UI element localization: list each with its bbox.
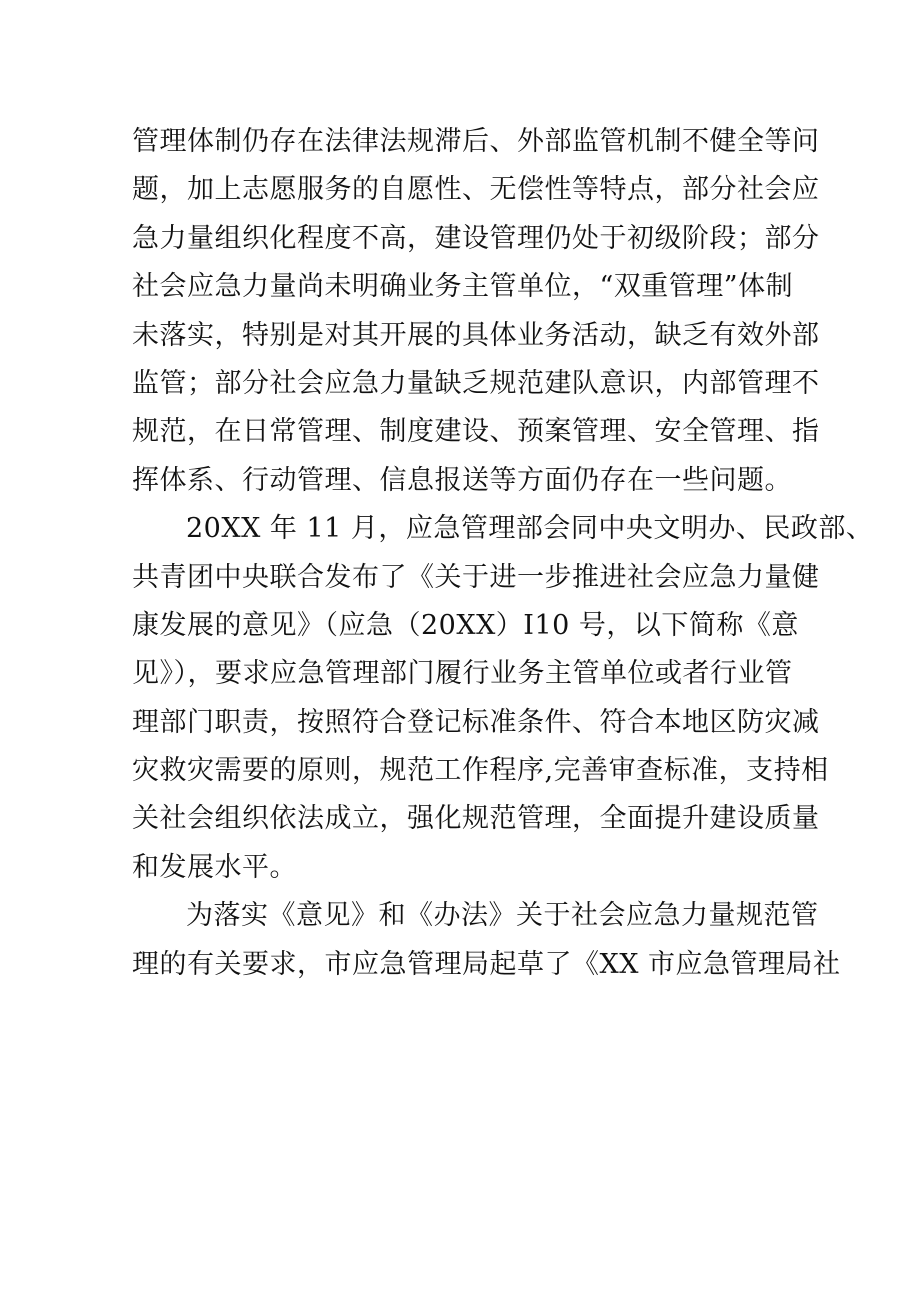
text-line: 和发展水平。 bbox=[132, 851, 297, 883]
text-line: 关社会组织依法成立，强化规范管理，全面提升建设质量 bbox=[132, 803, 820, 835]
text-line: 康发展的意见》（应急（20XX）I10 号，以下简称《意 bbox=[132, 609, 799, 641]
text-line: 理部门职责，按照符合登记标准条件、符合本地区防灾减 bbox=[132, 706, 820, 738]
text-line: 灾救灾需要的原则，规范工作程序,完善审查标准，支持相 bbox=[132, 755, 829, 787]
text-line: 管理体制仍存在法律法规滞后、外部监管机制不健全等问 bbox=[132, 126, 820, 157]
text-line: 急力量组织化程度不高，建设管理仍处于初级阶段；部分 bbox=[132, 222, 820, 254]
text-line: 共青团中央联合发布了《关于进一步推进社会应急力量健 bbox=[132, 561, 820, 593]
text-line: 未落实，特别是对其开展的具体业务活动，缺乏有效外部 bbox=[132, 319, 820, 351]
text-line: 为落实《意见》和《办法》关于社会应急力量规范管 bbox=[186, 900, 819, 932]
text-line: 20XX 年 11 月，应急管理部会同中央文明办、民政部、 bbox=[186, 513, 874, 545]
text-line: 题，加上志愿服务的自愿性、无偿性等特点，部分社会应 bbox=[132, 174, 820, 206]
text-line: 挥体系、行动管理、信息报送等方面仍存在一些问题。 bbox=[132, 464, 792, 496]
paragraph-2 bbox=[132, 505, 874, 892]
text-line: 理的有关要求，市应急管理局起草了《XX 市应急管理局社 bbox=[132, 948, 841, 980]
text-line: 见》），要求应急管理部门履行业务主管单位或者行业管 bbox=[132, 658, 793, 690]
text-line: 监管；部分社会应急力量缺乏规范建队意识，内部管理不 bbox=[132, 367, 820, 399]
paragraph-1 bbox=[132, 118, 820, 505]
document-body bbox=[132, 118, 874, 989]
text-line: 规范，在日常管理、制度建设、预案管理、安全管理、指 bbox=[132, 416, 820, 448]
paragraph-3 bbox=[132, 892, 841, 989]
text-line: 社会应急力量尚未明确业务主管单位，“双重管理”体制 bbox=[132, 271, 794, 303]
